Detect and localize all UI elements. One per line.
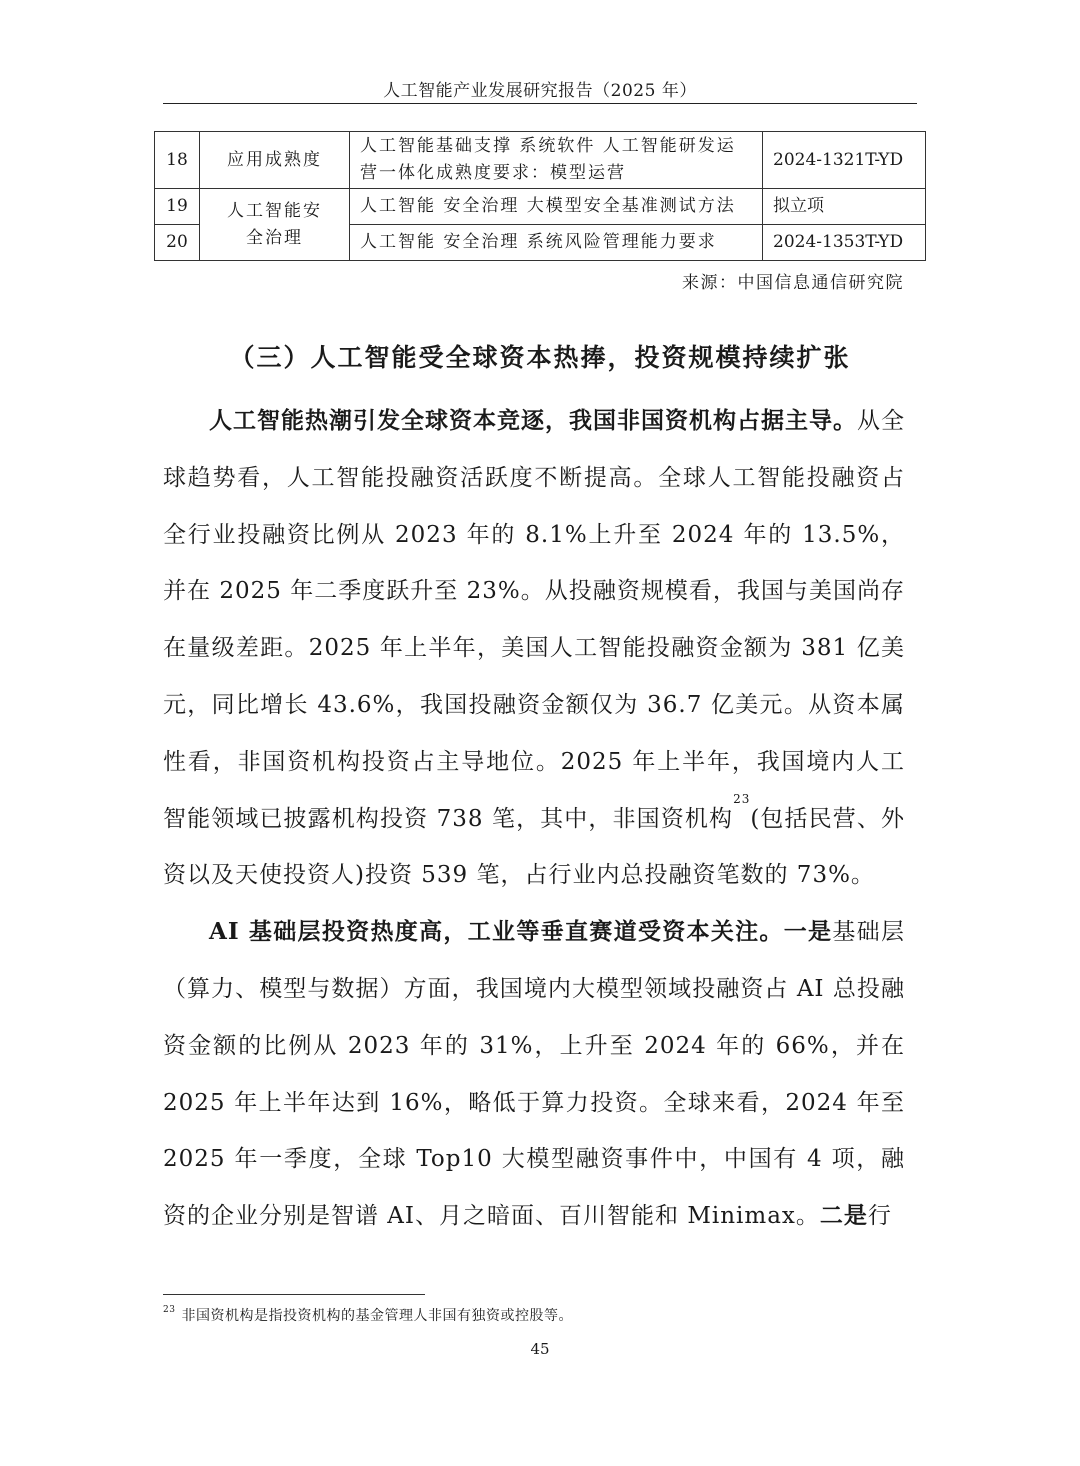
row-plan-code: 拟立项 [763, 189, 926, 225]
standards-table [154, 131, 926, 261]
running-header: 人工智能产业发展研究报告（2025 年） [383, 81, 697, 101]
row-standard-name: 人工智能 安全治理 大模型安全基准测试方法 [350, 189, 763, 225]
paragraph-lead: AI 基础层投资热度高，工业等垂直赛道受资本关注。 [209, 918, 784, 946]
header-rule [163, 103, 917, 104]
footnote-number: 23 [163, 1305, 176, 1315]
paragraph-text: (包括民营、外资以及天使投资人)投资 539 笔，占行业内总投融资笔数的 73%。 [163, 805, 905, 889]
row-number: 19 [155, 189, 200, 225]
page-number: 45 [530, 1340, 550, 1358]
footnote-text: 非国资机构是指投资机构的基金管理人非国有独资或控股等。 [181, 1308, 573, 1324]
paragraph-text: 从全球趋势看，人工智能投融资活跃度不断提高。全球人工智能投融资占全行业投融资比例从 2023 年的 8.1%上升至 2024 年的 13.5%，并在 2025 年二季度跃升至 23%。从投融资规模看，我国与美国尚存在量级差距。2025 年上半年，美国人工智能投融资金额为 381 亿美元，同比增长 43.6%，我国投融资金额仅为 36.7 亿美元。从资本属性看，非国资机构投资占主导地位。2025 年上半年，我国境内人工智能领域已披露机构投资 738 笔，其中，非国资机构 [163, 408, 905, 832]
footnote-rule [163, 1294, 425, 1295]
paragraph-lead: 人工智能热潮引发全球资本竞逐，我国非国资机构占据主导。 [209, 407, 857, 434]
row-category: 应用成熟度 [200, 132, 350, 189]
body-text [163, 393, 905, 1245]
enumeration-marker: 一是 [783, 918, 833, 946]
row-plan-code: 2024-1321T-YD [763, 132, 926, 189]
table-source: 来源：中国信息通信研究院 [682, 273, 904, 293]
row-plan-code: 2024-1353T-YD [763, 225, 926, 261]
row-number: 18 [155, 132, 200, 189]
paragraph-text: 基础层（算力、模型与数据）方面，我国境内大模型领域投融资占 AI 总投融资金额的比例从 2023 年的 31%，上升至 2024 年的 66%，并在 2025 年上半年达到 16%，略低于算力投资。全球来看，2024 年至 2025 年一季度，全球 Top10 大模型融资事件中，中国有 4 项，融资的企业分别是智谱 AI、月之暗面、百川智能和 Minimax。 [163, 919, 905, 1230]
table-row [155, 189, 926, 225]
footnote [163, 1305, 573, 1325]
table-row [155, 132, 926, 189]
enumeration-marker: 二是 [819, 1202, 868, 1230]
footnote-ref: 23 [733, 791, 751, 806]
paragraph-text: 行 [867, 1203, 892, 1230]
paragraph [163, 904, 905, 1245]
row-number: 20 [155, 225, 200, 261]
paragraph [163, 393, 905, 904]
row-category: 人工智能安全治理 [200, 189, 350, 261]
row-standard-name: 人工智能 安全治理 系统风险管理能力要求 [350, 225, 763, 261]
section-heading: （三）人工智能受全球资本热捧，投资规模持续扩张 [229, 343, 851, 372]
row-standard-name: 人工智能基础支撑 系统软件 人工智能研发运营一体化成熟度要求：模型运营 [350, 132, 763, 189]
